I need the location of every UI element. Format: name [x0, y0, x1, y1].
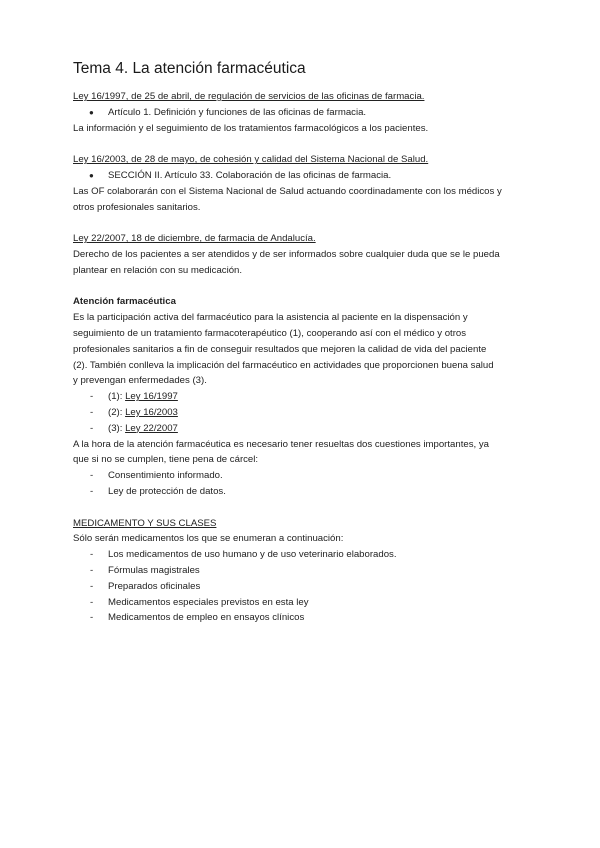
paragraph-line: profesionales sanitarios a fin de conseguir resultados que mejoren la calidad de vida del paciente — [73, 343, 487, 355]
law-heading-2: Ley 16/2003, de 28 de mayo, de cohesión y calidad del Sistema Nacional de Salud. — [73, 154, 429, 166]
paragraph-line: A la hora de la atención farmacéutica es necesario tener resueltas dos cuestiones importantes, ya — [73, 438, 489, 450]
law-reference: Ley 16/1997 — [125, 391, 178, 403]
section-heading: Atención farmacéutica — [73, 296, 176, 308]
paragraph-line: y prevengan enfermedades (3). — [73, 375, 207, 387]
law-reference: Ley 16/2003 — [125, 406, 178, 418]
list-item: - Preparados oficinales — [90, 580, 201, 592]
list-item: - Consentimiento informado. — [90, 470, 223, 482]
paragraph-line: seguimiento de un tratamiento farmacoterapéutico (1), cooperando así con el médico y otros — [73, 327, 467, 339]
paragraph-line: Derecho de los pacientes a ser atendidos y de ser informados sobre cualquier duda que se le pueda — [73, 248, 500, 260]
page-title: Tema 4. La atención farmacéutica — [73, 60, 306, 77]
list-item: - Medicamentos especiales previstos en esta ley — [90, 596, 309, 608]
law-reference: Ley 22/2007 — [125, 422, 178, 434]
list-item: - Fórmulas magistrales — [90, 564, 200, 576]
paragraph-line: (2). También conlleva la implicación del farmacéutico en actividades que proporcionen buena salud — [73, 359, 494, 371]
paragraph-line: Es la participación activa del farmacéutico para la asistencia al paciente en la dispensación y — [73, 312, 468, 324]
list-item: - Medicamentos de empleo en ensayos clínicos — [90, 612, 305, 624]
paragraph: La información y el seguimiento de los tratamientos farmacológicos a los pacientes. — [73, 122, 429, 134]
bullet-marker: ● — [89, 107, 94, 117]
list-item: - Ley de protección de datos. — [90, 485, 226, 497]
list-item: ● SECCIÓN II. Artículo 33. Colaboración de las oficinas de farmacia. — [73, 168, 533, 184]
list-item: - (2): Ley 16/2003 — [90, 406, 178, 418]
bullet-marker: ● — [89, 170, 94, 180]
paragraph-line: otros profesionales sanitarios. — [73, 201, 201, 213]
list-item: - (1): Ley 16/1997 — [90, 391, 178, 403]
law-heading-3: Ley 22/2007, 18 de diciembre, de farmacia de Andalucía. — [73, 233, 316, 245]
list-item: ● Artículo 1. Definición y funciones de las oficinas de farmacia. — [73, 105, 533, 121]
paragraph-line: Las OF colaborarán con el Sistema Nacional de Salud actuando coordinadamente con los médicos y — [73, 185, 502, 197]
list-item: - Los medicamentos de uso humano y de uso veterinario elaborados. — [90, 549, 397, 561]
paragraph-line: que si no se cumplen, tiene pena de cárcel: — [73, 454, 259, 466]
paragraph-line: Sólo serán medicamentos los que se enumeran a continuación: — [73, 533, 344, 545]
law-heading-1: Ley 16/1997, de 25 de abril, de regulación de servicios de las oficinas de farmacia. — [73, 91, 425, 102]
document-page — [73, 58, 533, 626]
section-heading: MEDICAMENTO Y SUS CLASES — [73, 517, 217, 529]
paragraph-line: plantear en relación con su medicación. — [73, 264, 243, 276]
list-item: - (3): Ley 22/2007 — [90, 422, 178, 434]
